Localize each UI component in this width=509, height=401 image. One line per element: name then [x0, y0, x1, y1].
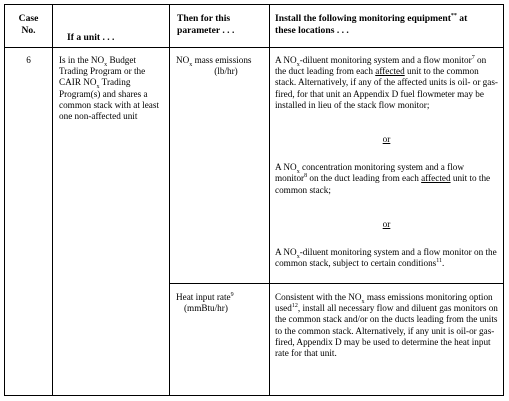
- option-2: A $NO_x$ concentration monitoring system and a flow monitor$^8$ on the duct leading from each affected unit to the common stack;: [275, 162, 491, 195]
- column-divider: [52, 5, 53, 395]
- unit-condition: Is in the $NO_x$ Budget Trading Program or the CAIR $NO_x$ Trading Program(s) and shares a common stack with at least one non-affected unit: [59, 55, 160, 122]
- install-options-nox: [275, 55, 498, 269]
- header-divider: [5, 47, 503, 48]
- header-case-no: Case No.: [18, 13, 39, 36]
- install-options-heat-input: [275, 292, 498, 359]
- option-1: A $NO_x$-diluent monitoring system and a flow monitor$^7$ on the duct leading from each affected unit to the common stack. Alternatively, if any of the affected units is oil- or gas-fired, for that unit an Appendix D fuel flowmeter may be installed in lieu of the stack flow monitor;: [275, 54, 498, 110]
- option-3: A $NO_x$-diluent monitoring system and a flow monitor on the common stack, subject to certain conditions$^{11}$.: [275, 247, 497, 269]
- or-separator: or: [382, 134, 391, 145]
- monitoring-requirements-table: [4, 4, 504, 396]
- parameter-unit: (lb/hr): [214, 66, 238, 77]
- parameter-heat-input: Heat input rate$^9$ (mmBtu/hr): [176, 292, 266, 314]
- header-if-unit: If a unit . . .: [67, 32, 115, 43]
- option-4: Consistent with the $NO_x$ mass emissions monitoring option used$^{12}$, install all necessary flow and diluent gas monitors on the common stack and/or on the ducts leading from the units to the common stack. Alternatively, if any unit is oil-or gas-fired, Appendix D may be used to determine the heat input rate for that unit.: [275, 292, 498, 359]
- column-divider: [269, 5, 270, 395]
- parameter-unit: (mmBtu/hr): [184, 303, 228, 314]
- header-then-param: Then for this parameter . . .: [177, 13, 235, 36]
- parameter-nox-mass: $NO_x$ mass emissions (lb/hr): [176, 55, 266, 77]
- case-number: 6: [26, 55, 31, 65]
- or-separator: or: [382, 218, 391, 229]
- row-divider: [169, 283, 503, 284]
- header-install: Install the following monitoring equipment** at these locations . . .: [275, 12, 468, 36]
- column-divider: [169, 5, 170, 395]
